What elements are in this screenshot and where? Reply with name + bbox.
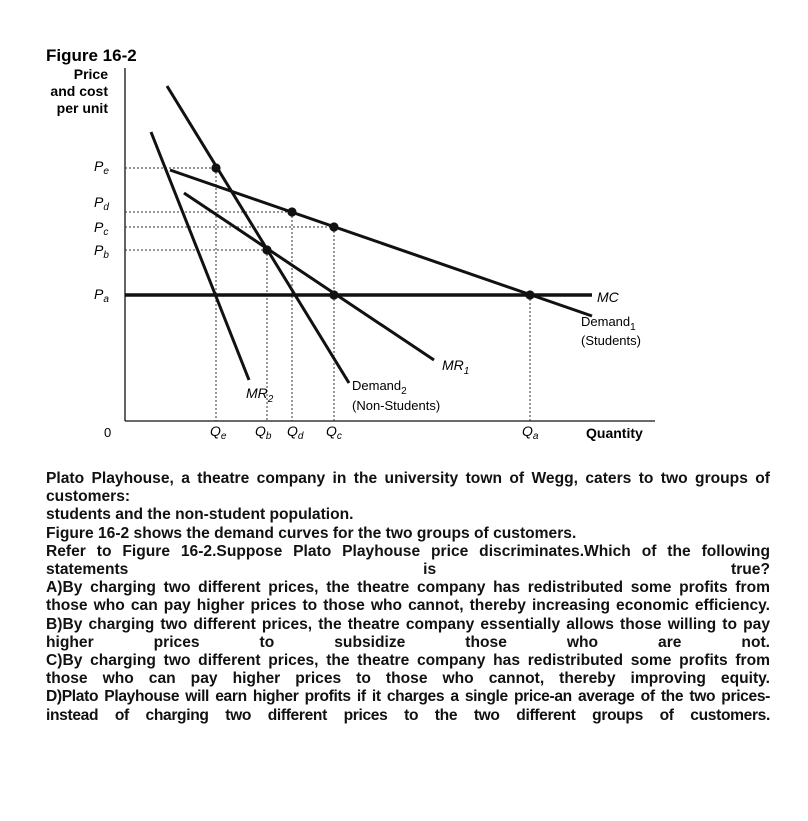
option-c[interactable]: C)By charging two different prices, the theatre company has redistributed some profits from those who can pay higher prices to those who cannot, thereby improving equity. (46, 652, 770, 688)
point-b (262, 245, 271, 254)
question-prompt: Refer to Figure 16-2.Suppose Plato Playhouse price discriminates.Which of the following statements is true? (46, 542, 770, 579)
price-label-c: $P_c$ (94, 219, 109, 238)
quantity-label-a: $Q_a$ (522, 423, 539, 442)
mr2-curve (151, 132, 249, 380)
price-label-d: $P_d$ (94, 194, 109, 213)
quantity-label-d: $Q_d$ (287, 423, 304, 442)
demand1-group-label: (Students) (581, 333, 641, 348)
demand2-label: Demand$_2$ (352, 378, 407, 397)
price-label-e: $P_e$ (94, 158, 109, 177)
mr1-label: $MR_1$ (442, 357, 470, 377)
option-d[interactable]: D)Plato Playhouse will earn higher profits if it charges a single price-an average of the two prices- instead of charging two different prices to the two different groups of customers. (46, 688, 770, 724)
point-mc-mr1 (329, 290, 338, 299)
y-axis-label-line-3: per unit (56, 100, 108, 116)
question-figure-ref: Figure 16-2 shows the demand curves for the two groups of customers. (46, 524, 577, 542)
mr2-label: $MR_2$ (246, 385, 274, 405)
origin-label: 0 (104, 425, 112, 440)
mc-label: MC (597, 289, 619, 305)
price-label-a: $P_a$ (94, 286, 109, 305)
question-block (46, 470, 770, 725)
price-label-b: $P_b$ (94, 242, 109, 261)
y-axis-label-line-1: Price (73, 66, 108, 82)
quantity-label-c: $Q_c$ (326, 423, 342, 442)
quantity-label-e: $Q_e$ (210, 423, 227, 442)
figure-title: Figure 16-2 (46, 46, 137, 65)
point-a (525, 290, 534, 299)
question-groups: students and the non-student population. (46, 506, 354, 524)
demand2-curve (167, 86, 349, 383)
option-a[interactable]: A)By charging two different prices, the theatre company has redistributed some profits from those who can pay higher prices to those who cannot, thereby increasing economic efficiency. (46, 579, 770, 615)
point-c (329, 222, 338, 231)
option-b[interactable]: B)By charging two different prices, the theatre company essentially allows those willing to pay higher prices to subsidize those who are not. (46, 615, 770, 651)
demand1-label: Demand$_1$ (581, 314, 636, 333)
demand2-group-label: (Non-Students) (352, 398, 441, 413)
point-d (287, 207, 296, 216)
question-intro: Plato Playhouse, a theatre company in the university town of Wegg, caters to two groups of customers: (46, 470, 770, 506)
quantity-label-b: $Q_b$ (255, 423, 272, 442)
point-e (211, 163, 220, 172)
x-axis-label: Quantity (586, 425, 643, 441)
y-axis-label-line-2: and cost (50, 83, 108, 99)
